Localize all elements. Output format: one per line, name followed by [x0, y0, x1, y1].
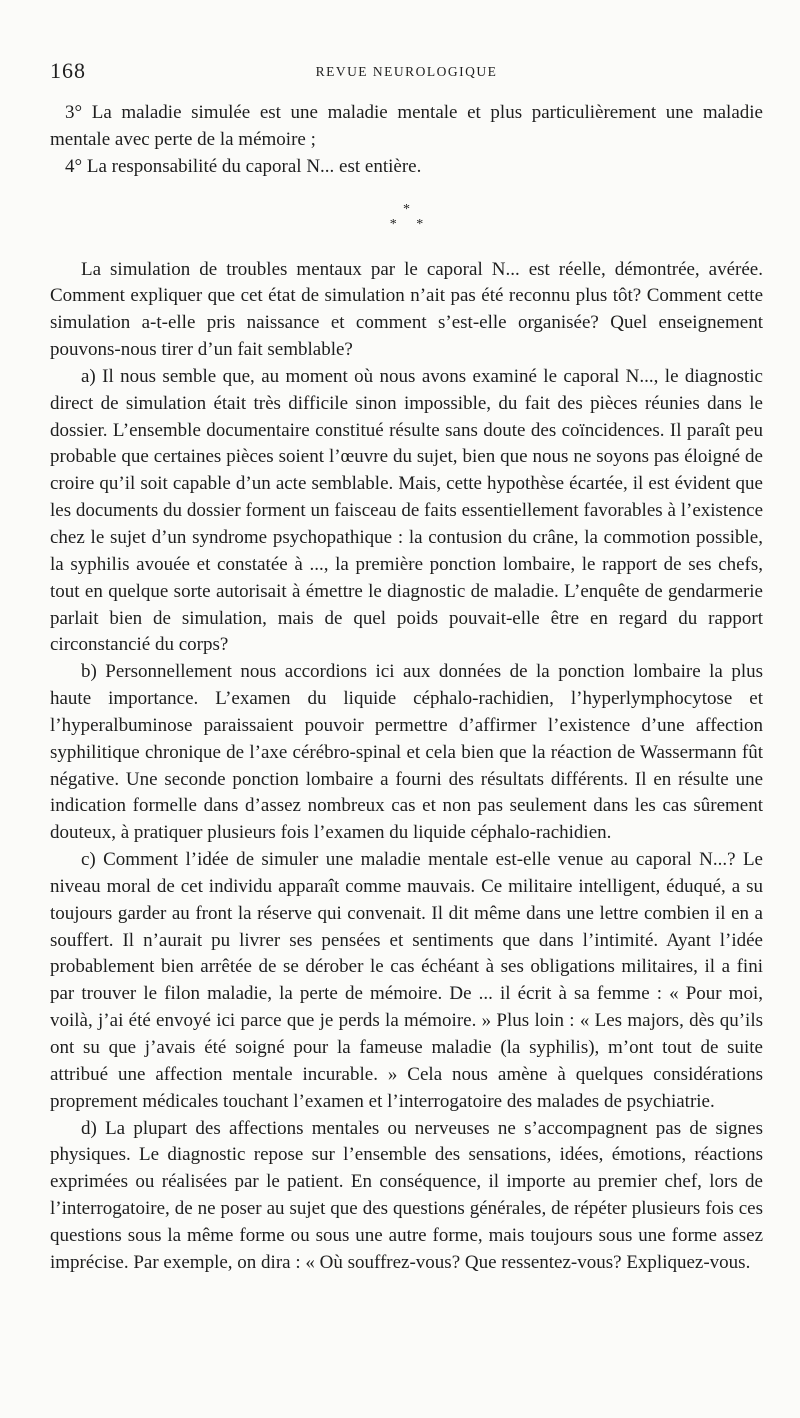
- asterism-top: *: [403, 201, 410, 217]
- page-number: 168: [50, 58, 86, 83]
- paragraph-d: d) La plupart des affections mentales ou nerveuses ne s’accompagnent pas de signes physiques. Le diagnostic repose sur l’ensemble des sensations, idées, émotions, réactions exprimées ou réalisées par le patient. En conséquence, il importe au premier chef, lors de l’interrogatoire, de ne poser au sujet que des questions générales, de répéter plusieurs fois ces questions sous la même forme ou sous une autre forme, mais toujours sous une forme assez imprécise. Par exemple, on dira : « Où souffrez-vous? Que ressentez-vous? Expliquez-vous.: [50, 1117, 763, 1273]
- running-title: REVUE NEUROLOGIQUE: [315, 64, 498, 79]
- page-header: [50, 58, 763, 84]
- conclusion-item-4: 4° La responsabilité du caporal N... est entière.: [65, 155, 422, 177]
- paragraph-intro: La simulation de troubles mentaux par le caporal N... est réelle, démontrée, avérée. Comment expliquer que cet état de simulation n’ait pas été reconnu plus tôt? Comment cette simulation a-t-elle pris naissance et comment s’est-elle organisée? Quel enseignement pouvons-nous tirer d’un fait semblable?: [50, 258, 763, 361]
- paragraph-a: a) Il nous semble que, au moment où nous avons examiné le caporal N..., le diagnostic direct de simulation était très difficile sinon impossible, du fait des pièces réunies dans le dossier. L’ensemble documentaire constitué résulte sans doute des coïncidences. Il paraît peu probable que certaines pièces soient l’œuvre du sujet, bien que nous ne soyons pas éloigné de croire qu’il soit capable d’un acte semblable. Mais, cette hypothèse écartée, il est évident que les documents du dossier forment un faisceau de faits essentiellement favorables à l’existence chez le sujet d’un syndrome psychopathique : la contusion du crâne, la commotion possible, la syphilis avouée et constatée à ..., la première ponction lombaire, le rapport de ses chefs, tout en quelque sorte autorisait à émettre le diagnostic de maladie. L’enquête de gendarmerie parlait bien de simulation, mais de quel poids pouvait-elle être en regard du rapport circonstancié du corps?: [50, 365, 763, 656]
- conclusion-item-3: 3° La maladie simulée est une maladie mentale et plus particulièrement une maladie mentale avec perte de la mémoire ;: [50, 102, 763, 150]
- asterism-bottom: * *: [389, 216, 432, 232]
- asterism-separator: [50, 181, 763, 257]
- page-body: [50, 100, 763, 1277]
- paragraph-b: b) Personnellement nous accordions ici aux données de la ponction lombaire la plus haute importance. L’examen du liquide céphalo-rachidien, l’hyperlymphocytose et l’hyperalbuminose paraissaient pouvoir permettre d’affirmer l’existence d’une affection syphilitique chronique de l’axe cérébro-spinal et cela bien que la réaction de Wassermann fût négative. Une seconde ponction lombaire a fourni des résultats différents. Il en résulte une indication formelle dans d’assez nombreux cas et non pas seulement dans les cas sûrement douteux, à pratiquer plusieurs fois l’examen du liquide céphalo-rachidien.: [50, 661, 763, 844]
- paragraph-c: c) Comment l’idée de simuler une maladie mentale est-elle venue au caporal N...? Le niveau moral de cet individu apparaît comme mauvais. Ce militaire intelligent, éduqué, a su toujours garder au front la réserve qui convenait. Il dit même dans une lettre combien il en a souffert. Il n’aurait pu livrer ses pensées et sentiments que dans l’intimité. Ayant l’idée probablement bien arrêtée de se dérober le cas échéant à ses obligations militaires, il a fini par trouver le filon maladie, la perte de mémoire. De ... il écrit à sa femme : « Pour moi, voilà, j’ai été envoyé ici parce que je perds la mémoire. » Plus loin : « Les majors, dès qu’ils ont su que j’avais été soigné pour la fameuse maladie (la syphilis), m’ont tout de suite attribué une affection mentale incurable. » Cela nous amène à quelques considérations proprement médicales touchant l’examen et l’interrogatoire des malades de psychiatrie.: [50, 849, 763, 1112]
